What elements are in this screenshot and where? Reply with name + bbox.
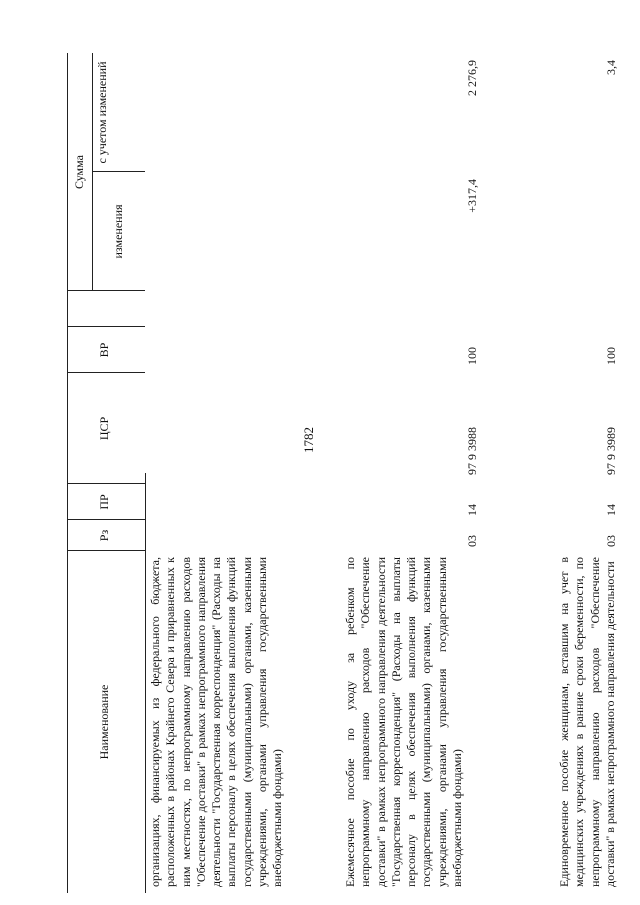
header-rz: Рз (97, 529, 111, 542)
row-2-pr: 14 (465, 504, 479, 516)
row-2-change: +317,4 (465, 179, 479, 213)
header-bottom-border (145, 473, 146, 893)
header-sum: Сумма (72, 155, 86, 189)
header-csr: ЦСР (97, 416, 111, 441)
header-pr: ПР (97, 494, 111, 510)
row-3-rz: 03 (604, 535, 618, 547)
row-2-name: Ежемесячное пособие по уходу за ребенком по непрограммному направлению расходов "Обеспечение доставки" в рамках непрограммного направления деятельности "Государственная корреспонденция" (Расходы на выплаты персоналу в целях обеспечения выполнения функций государственными (муниципальными) органами, казенными учреждениями, органами управления государственными внебюджетными фондами) (343, 557, 465, 887)
page-number: 1782 (301, 427, 316, 453)
sum-subheader-border (92, 53, 93, 291)
header-name: Наименование (97, 684, 111, 760)
row-3-total: 3,4 (604, 60, 618, 75)
row-2-rz: 03 (465, 535, 479, 547)
budget-table (67, 53, 633, 893)
header-with-change: с учетом изменений (95, 61, 109, 164)
header-top-border (67, 53, 68, 893)
row-3-vr: 100 (604, 347, 618, 365)
row-1-name: организациях, финансируемых из федерального бюджета, расположенных в районах Крайнего Севера и приравненных к ним местностях, по непрограммному направлению расходов "Обеспечение доставки" в рамках непрограммного направления деятельности "Государственная корреспонденция" (Расходы на выплаты персоналу в целях обеспечения выполнения функций государственными (муниципальными) органами, казенными учреждениями, органами управления государственными внебюджетными фондами) (148, 557, 285, 887)
row-3-name: Единовременное пособие женщинам, вставшим на учет в медицинских учреждениях в ранние сроки беременности, по непрограммному направлению расходов "Обеспечение доставки" в рамках непрограммного направления деятельности (557, 557, 617, 887)
row-3-pr: 14 (604, 504, 618, 516)
row-3-csr: 97 9 3989 (604, 427, 618, 475)
row-2-vr: 100 (465, 347, 479, 365)
rotated-table-sheet (67, 53, 633, 893)
header-vr: ВР (97, 342, 111, 358)
row-2-csr: 97 9 3988 (465, 427, 479, 475)
row-2-total: 2 276,9 (465, 60, 479, 96)
header-change: изменения (111, 204, 125, 259)
